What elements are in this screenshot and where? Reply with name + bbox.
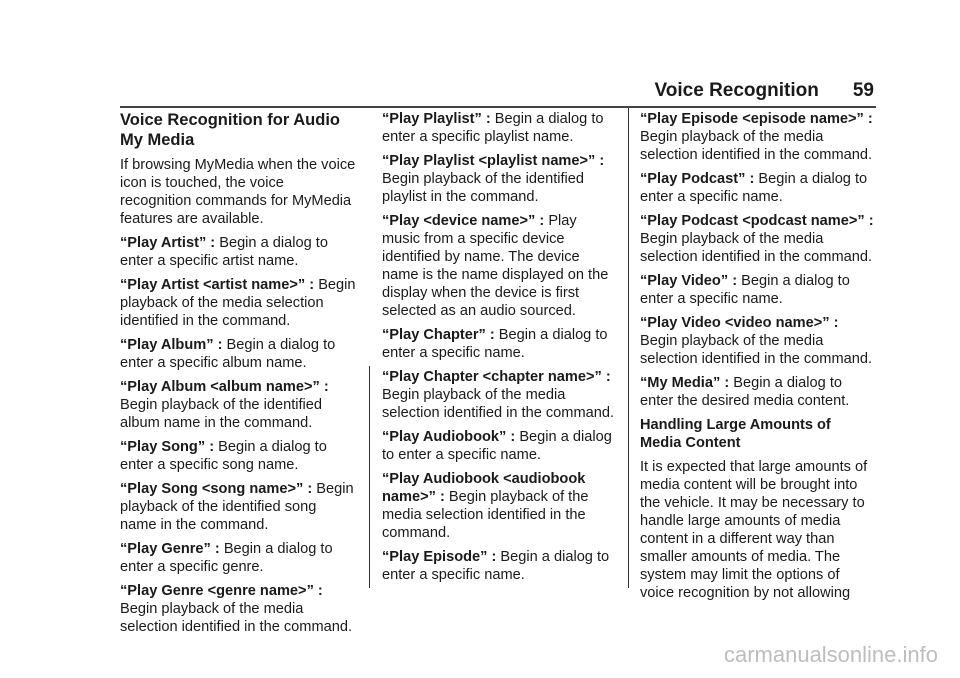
command-entry <box>120 234 356 270</box>
command-label: “My Media” : <box>640 375 730 391</box>
command-description: Begin a dialog to enter the desired media content. <box>640 375 850 409</box>
command-label: “Play Audiobook” : <box>382 429 516 445</box>
command-description: Begin a dialog to enter a specific album name. <box>120 337 336 371</box>
command-label: “Play Album <album name>” : <box>120 379 329 395</box>
command-label: “Play Playlist <playlist name>” : <box>382 153 605 169</box>
command-description: Play music from a specific device identified by name. The device name is the name displayed on the display when the device is first selected as an audio sourced. <box>382 213 609 319</box>
command-entry <box>120 582 356 636</box>
command-entry <box>382 152 618 206</box>
column-divider <box>369 366 370 588</box>
command-entry <box>120 276 356 330</box>
command-description: Begin playback of the media selection identified in the command. <box>382 387 615 421</box>
command-entry <box>120 480 356 534</box>
command-description: Begin playback of the identified album name in the command. <box>120 397 323 431</box>
command-label: “Play Podcast” : <box>640 171 755 187</box>
command-description: Begin a dialog to enter a specific name. <box>382 429 612 463</box>
body-paragraph: It is expected that large amounts of media content will be brought into the vehicle. It may be necessary to handle large amounts of media content in a different way than smaller amounts of media. The system may limit the options of voice recognition by not allowing <box>640 459 868 601</box>
command-label: “Play Song” : <box>120 439 215 455</box>
command-label: “Play <device name>” : <box>382 213 545 229</box>
command-entry <box>120 540 356 576</box>
column-2 <box>382 110 618 590</box>
command-label: “Play Episode” : <box>382 549 497 565</box>
command-label: “Play Video” : <box>640 273 738 289</box>
command-label: “Play Genre” : <box>120 541 220 557</box>
command-description: Begin playback of the media selection identified in the command. <box>640 231 873 265</box>
command-entry <box>382 326 618 362</box>
command-entry <box>120 378 356 432</box>
command-label: “Play Video <video name>” : <box>640 315 839 331</box>
command-label: “Play Album” : <box>120 337 223 353</box>
page-number: 59 <box>852 80 874 101</box>
command-entry <box>382 470 618 542</box>
command-description: Begin playback of the media selection identified in the command. <box>640 333 873 367</box>
command-description: Begin a dialog to enter a specific name. <box>382 327 608 361</box>
command-label: “Play Genre <genre name>” : <box>120 583 323 599</box>
command-description: Begin a dialog to enter a specific name. <box>382 549 610 583</box>
subsection-heading: Handling Large Amounts of Media Content <box>640 417 831 451</box>
command-entry <box>382 368 618 422</box>
command-label: “Play Artist” : <box>120 235 216 251</box>
command-description: Begin playback of the media selection identified in the command. <box>120 601 353 635</box>
command-entry <box>640 272 876 308</box>
section-heading: Voice Recognition for Audio My Media <box>120 111 340 149</box>
command-description: Begin a dialog to enter a specific name. <box>640 273 850 307</box>
command-label: “Play Episode <episode name>” : <box>640 111 873 127</box>
command-entry <box>382 428 618 464</box>
command-label: “Play Artist <artist name>” : <box>120 277 315 293</box>
command-description: Begin playback of the identified playlist in the command. <box>382 171 585 205</box>
column-1 <box>120 110 356 642</box>
watermark: carmanualsonline.info <box>723 642 938 667</box>
command-description: Begin playback of the identified song name in the command. <box>120 481 354 533</box>
command-label: “Play Audiobook <audiobook name>” : <box>382 471 586 505</box>
command-label: “Play Chapter” : <box>382 327 495 343</box>
header-rule <box>120 106 876 108</box>
command-entry <box>382 110 618 146</box>
header-title: Voice Recognition <box>654 80 819 101</box>
page-header <box>655 80 874 102</box>
column-3 <box>640 110 876 608</box>
command-entry <box>640 212 876 266</box>
command-entry <box>382 548 618 584</box>
command-description: Begin a dialog to enter a specific artist name. <box>120 235 328 269</box>
command-label: “Play Podcast <podcast name>” : <box>640 213 874 229</box>
command-entry <box>382 212 618 320</box>
command-entry <box>640 374 876 410</box>
command-description: Begin a dialog to enter a specific name. <box>640 171 868 205</box>
command-description: Begin playback of the media selection identified in the command. <box>640 129 873 163</box>
command-description: Begin playback of the media selection identified in the command. <box>382 489 589 541</box>
command-entry <box>120 336 356 372</box>
command-entry <box>640 110 876 164</box>
command-description: Begin a dialog to enter a specific playlist name. <box>382 111 604 145</box>
col1-entries <box>120 234 356 636</box>
command-label: “Play Chapter <chapter name>” : <box>382 369 611 385</box>
command-description: Begin a dialog to enter a specific song name. <box>120 439 327 473</box>
intro-paragraph: If browsing MyMedia when the voice icon is touched, the voice recognition commands for MyMedia features are available. <box>120 157 356 227</box>
command-description: Begin a dialog to enter a specific genre. <box>120 541 333 575</box>
command-description: Begin playback of the media selection identified in the command. <box>120 277 356 329</box>
command-label: “Play Playlist” : <box>382 111 491 127</box>
command-entry <box>640 170 876 206</box>
command-entry <box>120 438 356 474</box>
command-entry <box>640 314 876 368</box>
command-label: “Play Song <song name>” : <box>120 481 313 497</box>
column-divider <box>628 108 629 588</box>
